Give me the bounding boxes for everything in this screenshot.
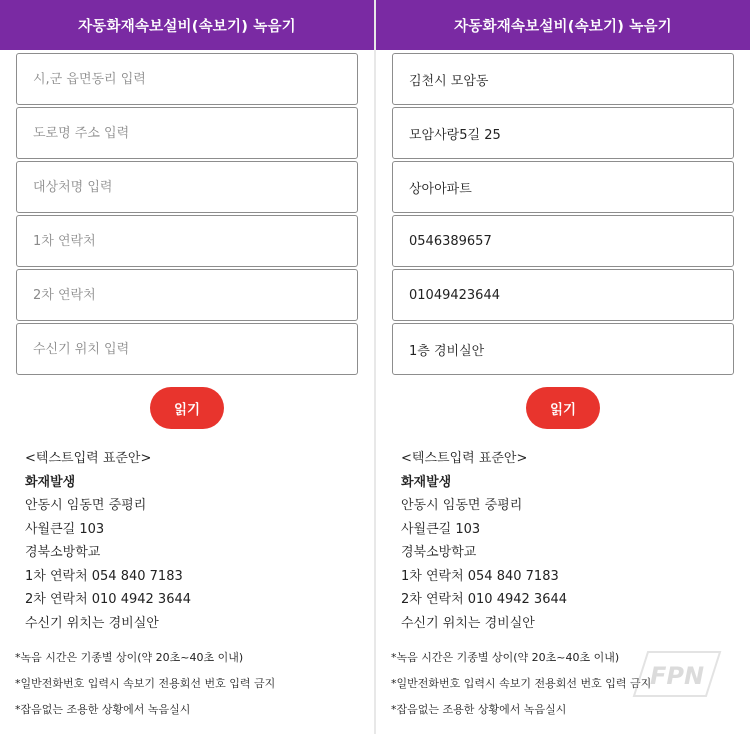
primary-contact-input[interactable] xyxy=(31,233,357,250)
region-field[interactable] xyxy=(16,53,358,105)
sample-line: 수신기 위치는 경비실안 xyxy=(401,615,535,631)
fpn-watermark-icon xyxy=(632,650,722,698)
road-address-field[interactable] xyxy=(16,107,358,159)
watermark-text: FPN xyxy=(649,662,705,690)
secondary-contact-input[interactable] xyxy=(407,287,733,304)
sample-line: 수신기 위치는 경비실안 xyxy=(25,615,159,631)
sample-line: 1차 연락처 054 840 7183 xyxy=(401,568,559,584)
note-line: *일반전화번호 입력시 속보기 전용회선 번호 입력 금지 xyxy=(391,677,652,690)
read-button[interactable]: 읽기 xyxy=(526,387,600,429)
receiver-location-input[interactable] xyxy=(407,341,733,358)
sample-heading: <텍스트입력 표준안> xyxy=(401,451,528,466)
note-line: *녹음 시간은 기종별 상이(약 20초~40초 이내) xyxy=(391,651,620,664)
app-title: 자동화재속보설비(속보기) 녹음기 xyxy=(454,18,672,35)
facility-name-field[interactable] xyxy=(16,161,358,213)
sample-line: 안동시 임동면 중평리 xyxy=(25,498,147,513)
road-address-input[interactable] xyxy=(31,125,357,142)
read-button[interactable]: 읽기 xyxy=(150,387,224,429)
app-title: 자동화재속보설비(속보기) 녹음기 xyxy=(78,18,296,35)
sample-line: 사월큰길 103 xyxy=(25,521,105,537)
recorder-panel-filled xyxy=(376,0,750,734)
sample-line: 1차 연락처 054 840 7183 xyxy=(25,568,183,584)
secondary-contact-input[interactable] xyxy=(31,287,357,304)
facility-name-input[interactable] xyxy=(407,179,733,196)
receiver-location-field[interactable] xyxy=(392,323,734,375)
sample-text-block xyxy=(401,447,750,635)
app-header xyxy=(0,0,374,50)
input-form xyxy=(16,53,358,375)
notes-block xyxy=(15,645,374,723)
note-line: *잡음없는 조용한 상황에서 녹음실시 xyxy=(391,703,567,716)
note-line: *일반전화번호 입력시 속보기 전용회선 번호 입력 금지 xyxy=(15,677,276,690)
input-form xyxy=(392,53,734,375)
secondary-contact-field[interactable] xyxy=(392,269,734,321)
sample-line: 경북소방학교 xyxy=(25,545,101,560)
primary-contact-field[interactable] xyxy=(16,215,358,267)
road-address-input[interactable] xyxy=(407,125,733,142)
sample-line: 안동시 임동면 중평리 xyxy=(401,498,523,513)
sample-line: 2차 연락처 010 4942 3644 xyxy=(25,592,192,607)
sample-event: 화재발생 xyxy=(401,474,452,490)
road-address-field[interactable] xyxy=(392,107,734,159)
recorder-panel-empty xyxy=(0,0,374,734)
receiver-location-input[interactable] xyxy=(31,341,357,358)
primary-contact-input[interactable] xyxy=(407,233,733,250)
receiver-location-field[interactable] xyxy=(16,323,358,375)
region-input[interactable] xyxy=(31,71,357,88)
sample-line: 사월큰길 103 xyxy=(401,521,481,537)
note-line: *잡음없는 조용한 상황에서 녹음실시 xyxy=(15,703,191,716)
sample-text-block xyxy=(25,447,374,635)
sample-line: 경북소방학교 xyxy=(401,545,477,560)
sample-event: 화재발생 xyxy=(25,474,76,490)
facility-name-field[interactable] xyxy=(392,161,734,213)
region-field[interactable] xyxy=(392,53,734,105)
primary-contact-field[interactable] xyxy=(392,215,734,267)
note-line: *녹음 시간은 기종별 상이(약 20초~40초 이내) xyxy=(15,651,244,664)
app-header xyxy=(376,0,750,50)
region-input[interactable] xyxy=(407,71,733,88)
facility-name-input[interactable] xyxy=(31,179,357,196)
secondary-contact-field[interactable] xyxy=(16,269,358,321)
sample-line: 2차 연락처 010 4942 3644 xyxy=(401,592,568,607)
sample-heading: <텍스트입력 표준안> xyxy=(25,451,152,466)
